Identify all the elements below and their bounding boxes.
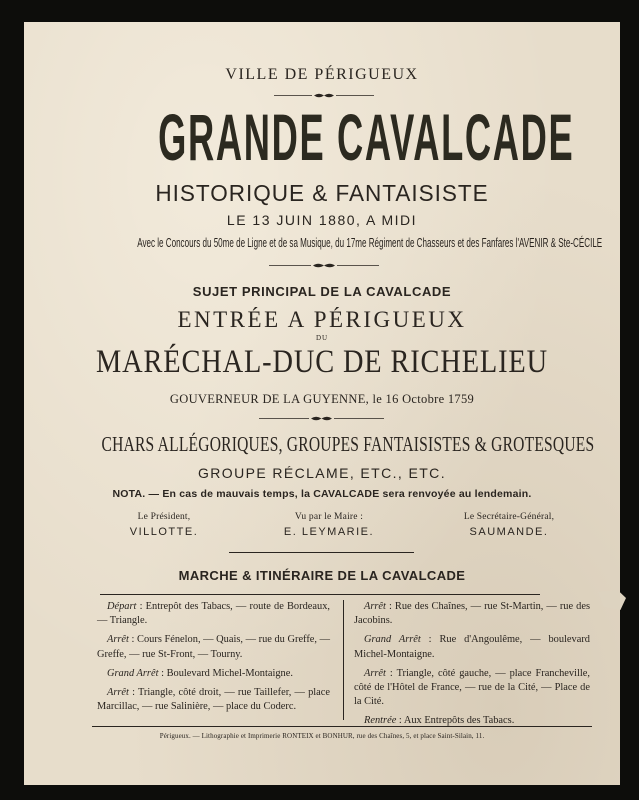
itinerary-stop: Arrêt : Cours Fénelon, — Quais, — rue du Greffe, — Greffe, — rue St-Front, — Tourny. — [97, 634, 330, 660]
signature-president — [109, 512, 219, 538]
ornament-divider — [274, 92, 374, 99]
signature-role: Vu par le Maire : — [294, 512, 364, 522]
subtitle: HISTORIQUE & FANTAISISTE — [155, 180, 489, 206]
marechal-wrap — [24, 344, 620, 384]
itinerary-heading: MARCHE & ITINÉRAIRE DE LA CAVALCADE — [178, 568, 466, 583]
signature-name: VILLOTTE. — [129, 526, 199, 538]
nota-line: NOTA. — En cas de mauvais temps, la CAVALCADE sera renvoyée au lendemain. — [112, 488, 532, 500]
signature-name: E. LEYMARIE. — [283, 526, 375, 538]
town-heading: VILLE DE PÉRIGUEUX — [225, 66, 419, 83]
governor-line: GOUVERNEUR DE LA GUYENNE, le 16 Octobre 1759 — [169, 392, 475, 406]
footer-rule — [92, 726, 592, 727]
itinerary-stop: Départ : Entrepôt des Tabacs, — route de Bordeaux, — Triangle. — [97, 601, 330, 627]
printer-footer: Périgueux. — Lithographie et Imprimerie RONTEIX et BONHUR, rue des Chaînes, 5, et place Saint-Silain, 11. — [159, 732, 485, 740]
event-date: LE 13 JUIN 1880, A MIDI — [226, 212, 418, 228]
signature-role: Le Secrétaire-Général, — [463, 512, 555, 522]
column-divider — [343, 600, 344, 720]
itinerary-stop: Grand Arrêt : Boulevard Michel-Montaigne. — [107, 667, 293, 679]
marechal-heading: MARÉCHAL-DUC DE RICHELIEU — [96, 344, 548, 380]
signature-role: Le Président, — [137, 512, 191, 522]
itinerary-stop: Rentrée : Aux Entrepôts des Tabacs. — [364, 715, 515, 727]
itinerary-stop: Arrêt : Triangle, côté gauche, — place Francheville, côté de l'Hôtel de France, — rue de la Cité, — Place de la Cité. — [354, 667, 590, 708]
chars-wrap — [24, 432, 620, 462]
signature-secretaire — [444, 512, 574, 538]
itinerary-stop: Arrêt : Triangle, côté droit, — rue Taillefer, — place Marcillac, — rue Salinière, — place du Coderc. — [97, 687, 330, 713]
itinerary-stop: Grand Arrêt : Rue d'Angoulême, — boulevard Michel-Montaigne. — [354, 634, 590, 660]
itinerary-top-rule — [100, 594, 540, 595]
itinerary-stop: Arrêt : Rue des Chaînes, — rue St-Martin, — rue des Jacobins. — [354, 601, 590, 627]
du-label: DU — [315, 334, 329, 342]
poster-sheet — [24, 22, 620, 785]
title-wrap — [24, 102, 620, 172]
chars-heading: CHARS ALLÉGORIQUES, GROUPES FANTAISISTES & GROTESQUES — [101, 432, 595, 456]
concours-line: Avec le Concours du 50me de Ligne et de sa Musique, du 17me Régiment de Chasseurs et des Fanfares l'AVENIR & Ste-CÉCILE — [137, 235, 603, 250]
ornament-divider — [259, 415, 384, 422]
entry-heading: ENTRÉE A PÉRIGUEUX — [177, 307, 467, 332]
groupe-line: GROUPE RÉCLAME, ETC., ETC. — [198, 465, 446, 481]
concours-wrap — [24, 235, 620, 253]
divider-line — [229, 552, 414, 553]
itinerary-left-column — [97, 600, 330, 719]
signature-name: SAUMANDE. — [469, 526, 549, 538]
signature-maire — [264, 512, 394, 538]
ornament-divider — [269, 262, 379, 269]
main-title: GRANDE CAVALCADE — [158, 100, 575, 174]
subject-label: SUJET PRINCIPAL DE LA CAVALCADE — [192, 284, 452, 299]
itinerary-right-column — [354, 600, 590, 734]
